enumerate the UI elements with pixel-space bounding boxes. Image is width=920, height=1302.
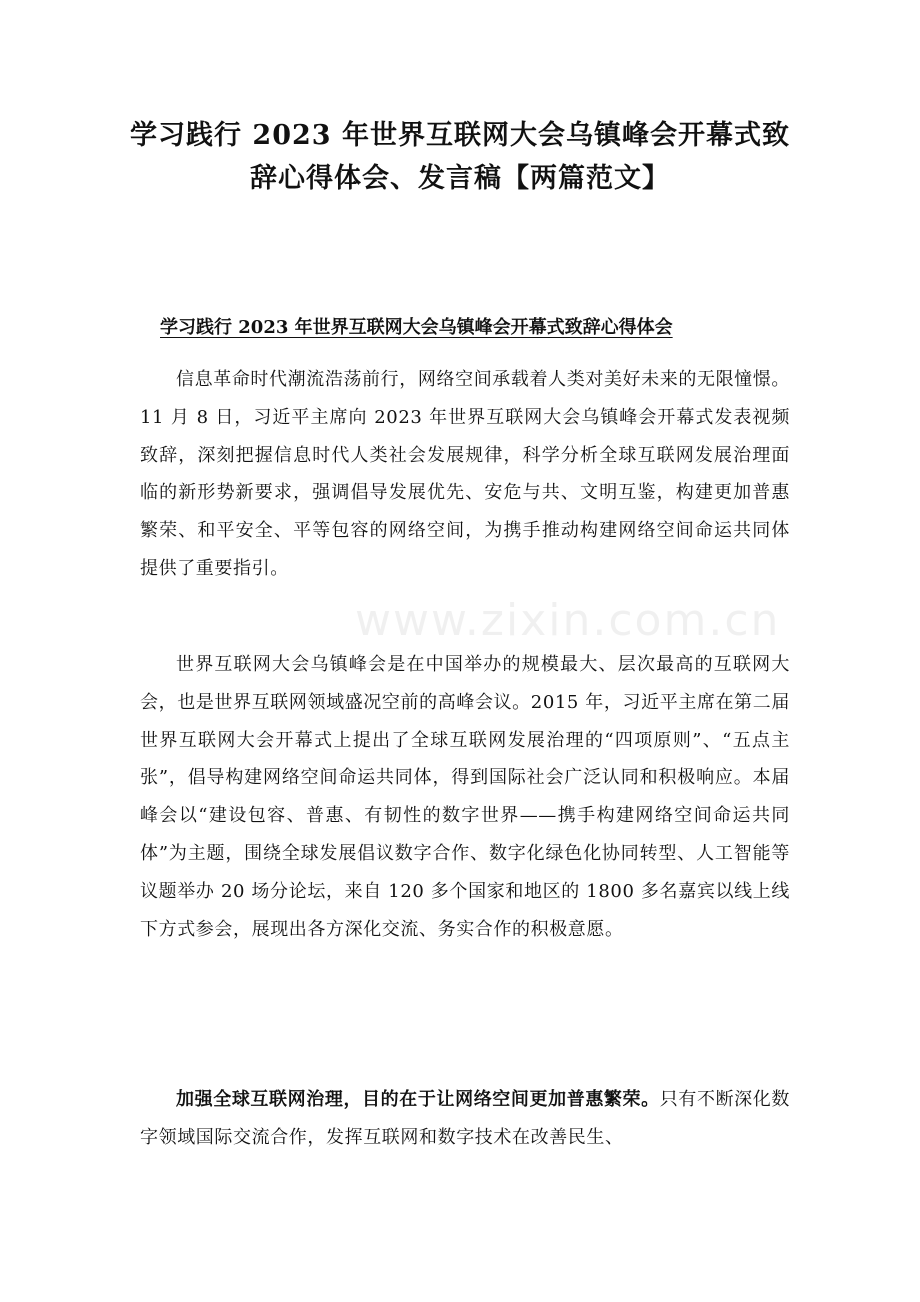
paragraph-3 bbox=[140, 1081, 790, 1157]
paragraph-3-bold-lead: 加强全球互联网治理，目的在于让网络空间更加普惠繁荣。 bbox=[176, 1089, 660, 1110]
paragraph-1: 信息革命时代潮流浩荡前行，网络空间承载着人类对美好未来的无限憧憬。11 月 8 日，习近平主席向 2023 年世界互联网大会乌镇峰会开幕式发表视频致辞，深刻把握信息时代人类社会发展规律，科学分析全球互联网发展治理面临的新形势新要求，强调倡导发展优先、安危与共、文明互鉴，构建更加普惠繁荣、和平安全、平等包容的网络空间，为携手推动构建网络空间命运共同体提供了重要指引。 bbox=[140, 369, 790, 579]
paragraph-2: 世界互联网大会乌镇峰会是在中国举办的规模最大、层次最高的互联网大会，也是世界互联网领域盛况空前的高峰会议。2015 年，习近平主席在第二届世界互联网大会开幕式上提出了全球互联网发展治理的“四项原则”、“五点主张”，倡导构建网络空间命运共同体，得到国际社会广泛认同和积极响应。本届峰会以“建设包容、普惠、有韧性的数字世界——携手构建网络空间命运共同体”为主题，围绕全球发展倡议数字合作、数字化绿色化协同转型、人工智能等议题举办 20 场分论坛，来自 120 多个国家和地区的 1800 多名嘉宾以线上线下方式参会，展现出各方深化交流、务实合作的积极意愿。 bbox=[140, 654, 790, 940]
document-title-line-1: 学习践行 2023 年世界互联网大会乌镇峰会开幕式致 bbox=[130, 120, 790, 151]
paragraph-3-text: 只有不断深化数字领域国际交流合作，发挥互联网和数字技术在改善民生、 bbox=[140, 1089, 790, 1148]
watermark: www.zixin.com.cn bbox=[355, 595, 781, 646]
section-heading: 学习践行 2023 年世界互联网大会乌镇峰会开幕式致辞心得体会 bbox=[160, 317, 673, 338]
document-title-line-2: 辞心得体会、发言稿【两篇范文】 bbox=[250, 163, 670, 194]
